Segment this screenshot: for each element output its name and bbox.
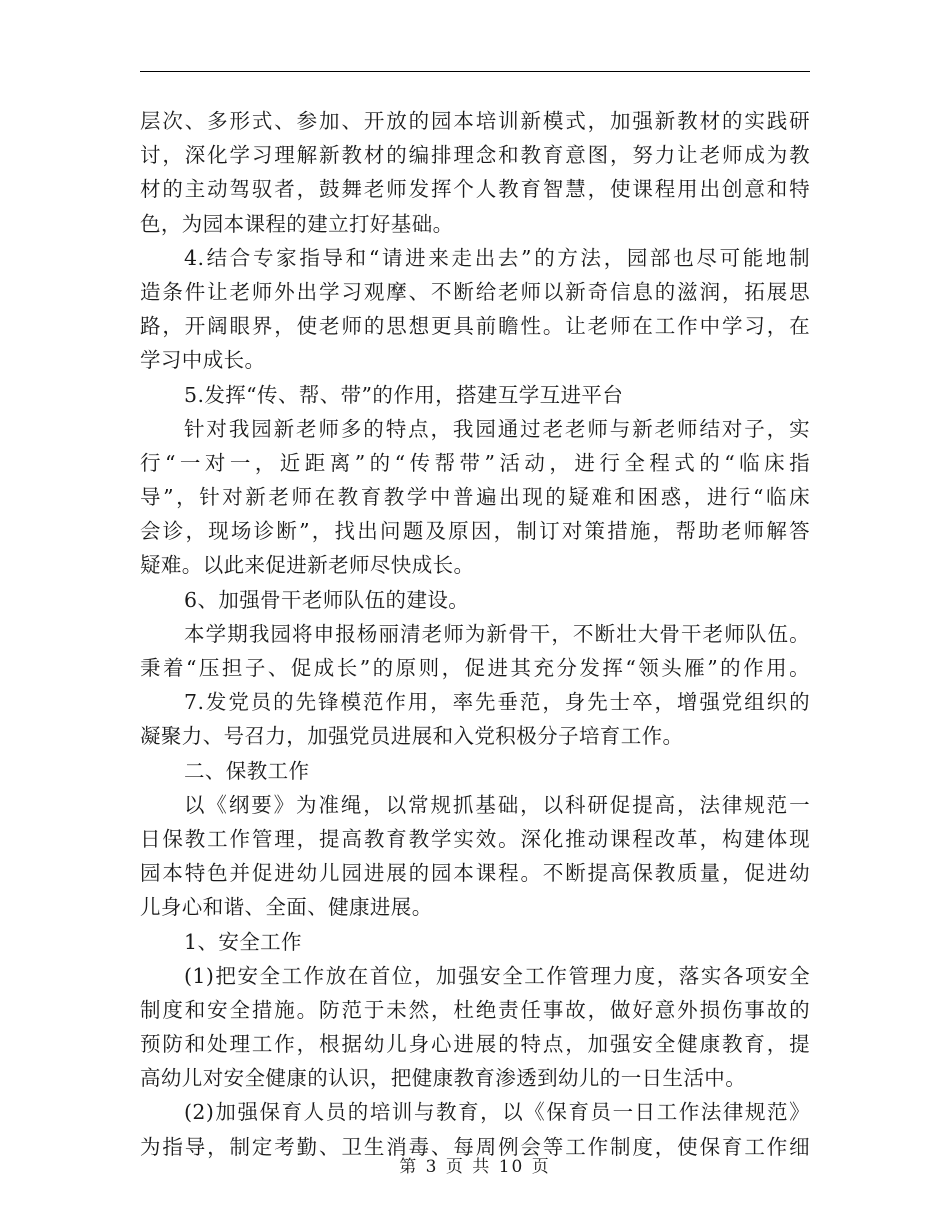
text-line: 秉着“压担子、促成长”的原则，促进其充分发挥“领头雁”的作用。 (140, 656, 810, 680)
text-line: (2)加强保育人员的培训与教育，以《保育员一日工作法律规范》 (184, 1100, 810, 1125)
text-line: 会诊，现场诊断”，找出问题及原因，制订对策措施，帮助老师解答 (140, 519, 810, 544)
text-line: 凝聚力、号召力，加强党员进展和入党积极分子培育工作。 (140, 724, 684, 749)
text-line: 学习中成长。 (140, 348, 266, 373)
text-line: 路，开阔眼界，使老师的思想更具前瞻性。让老师在工作中学习，在 (140, 314, 810, 339)
text-line: 材的主动驾驭者，鼓舞老师发挥个人教育智慧，使课程用出创意和特 (140, 177, 810, 202)
text-line: 制度和安全措施。防范于未然，杜绝责任事故，做好意外损伤事故的 (140, 997, 810, 1022)
text-line: 4.结合专家指导和“请进来走出去”的方法，园部也尽可能地制 (184, 245, 810, 270)
text-line: 7.发党员的先锋模范作用，率先垂范，身先士卒，增强党组织的 (184, 690, 810, 715)
page-number-label: 第 3 页 共 10 页 (399, 1157, 551, 1177)
text-line: 疑难。以此来促进新老师尽快成长。 (140, 553, 475, 578)
text-line: 讨，深化学习理解新教材的编排理念和教育意图，努力让老师成为教 (140, 143, 810, 168)
text-line: 5.发挥“传、帮、带”的作用，搭建互学互进平台 (184, 382, 624, 407)
text-line: 行“一对一，近距离”的“传帮带”活动，进行全程式的“临床指 (140, 450, 810, 475)
text-line: 高幼儿对安全健康的认识，把健康教育渗透到幼儿的一日生活中。 (140, 1066, 747, 1091)
text-line: 6、加强骨干老师队伍的建设。 (184, 587, 470, 612)
text-line: 造条件让老师外出学习观摩、不断给老师以新奇信息的滋润，拓展思 (140, 279, 810, 304)
text-line: 预防和处理工作，根据幼儿身心进展的特点，加强安全健康教育，提 (140, 1032, 810, 1057)
text-line: 儿身心和谐、全面、健康进展。 (140, 895, 433, 920)
header-rule (140, 71, 810, 72)
text-line: 以《纲要》为准绳，以常规抓基础，以科研促提高，法律规范一 (184, 792, 810, 817)
text-line: 为指导，制定考勤、卫生消毒、每周例会等工作制度，使保育工作细 (140, 1134, 810, 1159)
text-line: 针对我园新老师多的特点，我园通过老老师与新老师结对子，实 (184, 416, 810, 441)
text-line: 层次、多形式、参加、开放的园本培训新模式，加强新教材的实践研 (140, 109, 810, 133)
text-line: 本学期我园将申报杨丽清老师为新骨干，不断壮大骨干老师队伍。 (184, 621, 810, 646)
text-line: 导”，针对新老师在教育教学中普遍出现的疑难和困惑，进行“临床 (140, 485, 810, 510)
page-footer (0, 1152, 950, 1177)
text-line: 日保教工作管理，提高教育教学实效。深化推动课程改革，构建体现 (140, 826, 810, 851)
text-line: 二、保教工作 (184, 758, 310, 783)
text-line: (1)把安全工作放在首位，加强安全工作管理力度，落实各项安全 (184, 963, 810, 988)
text-line: 色，为园本课程的建立打好基础。 (140, 211, 454, 236)
text-line: 1、安全工作 (184, 929, 302, 954)
document-body (140, 104, 810, 1164)
text-line: 园本特色并促进幼儿园进展的园本课程。不断提高保教质量，促进幼 (140, 861, 810, 886)
